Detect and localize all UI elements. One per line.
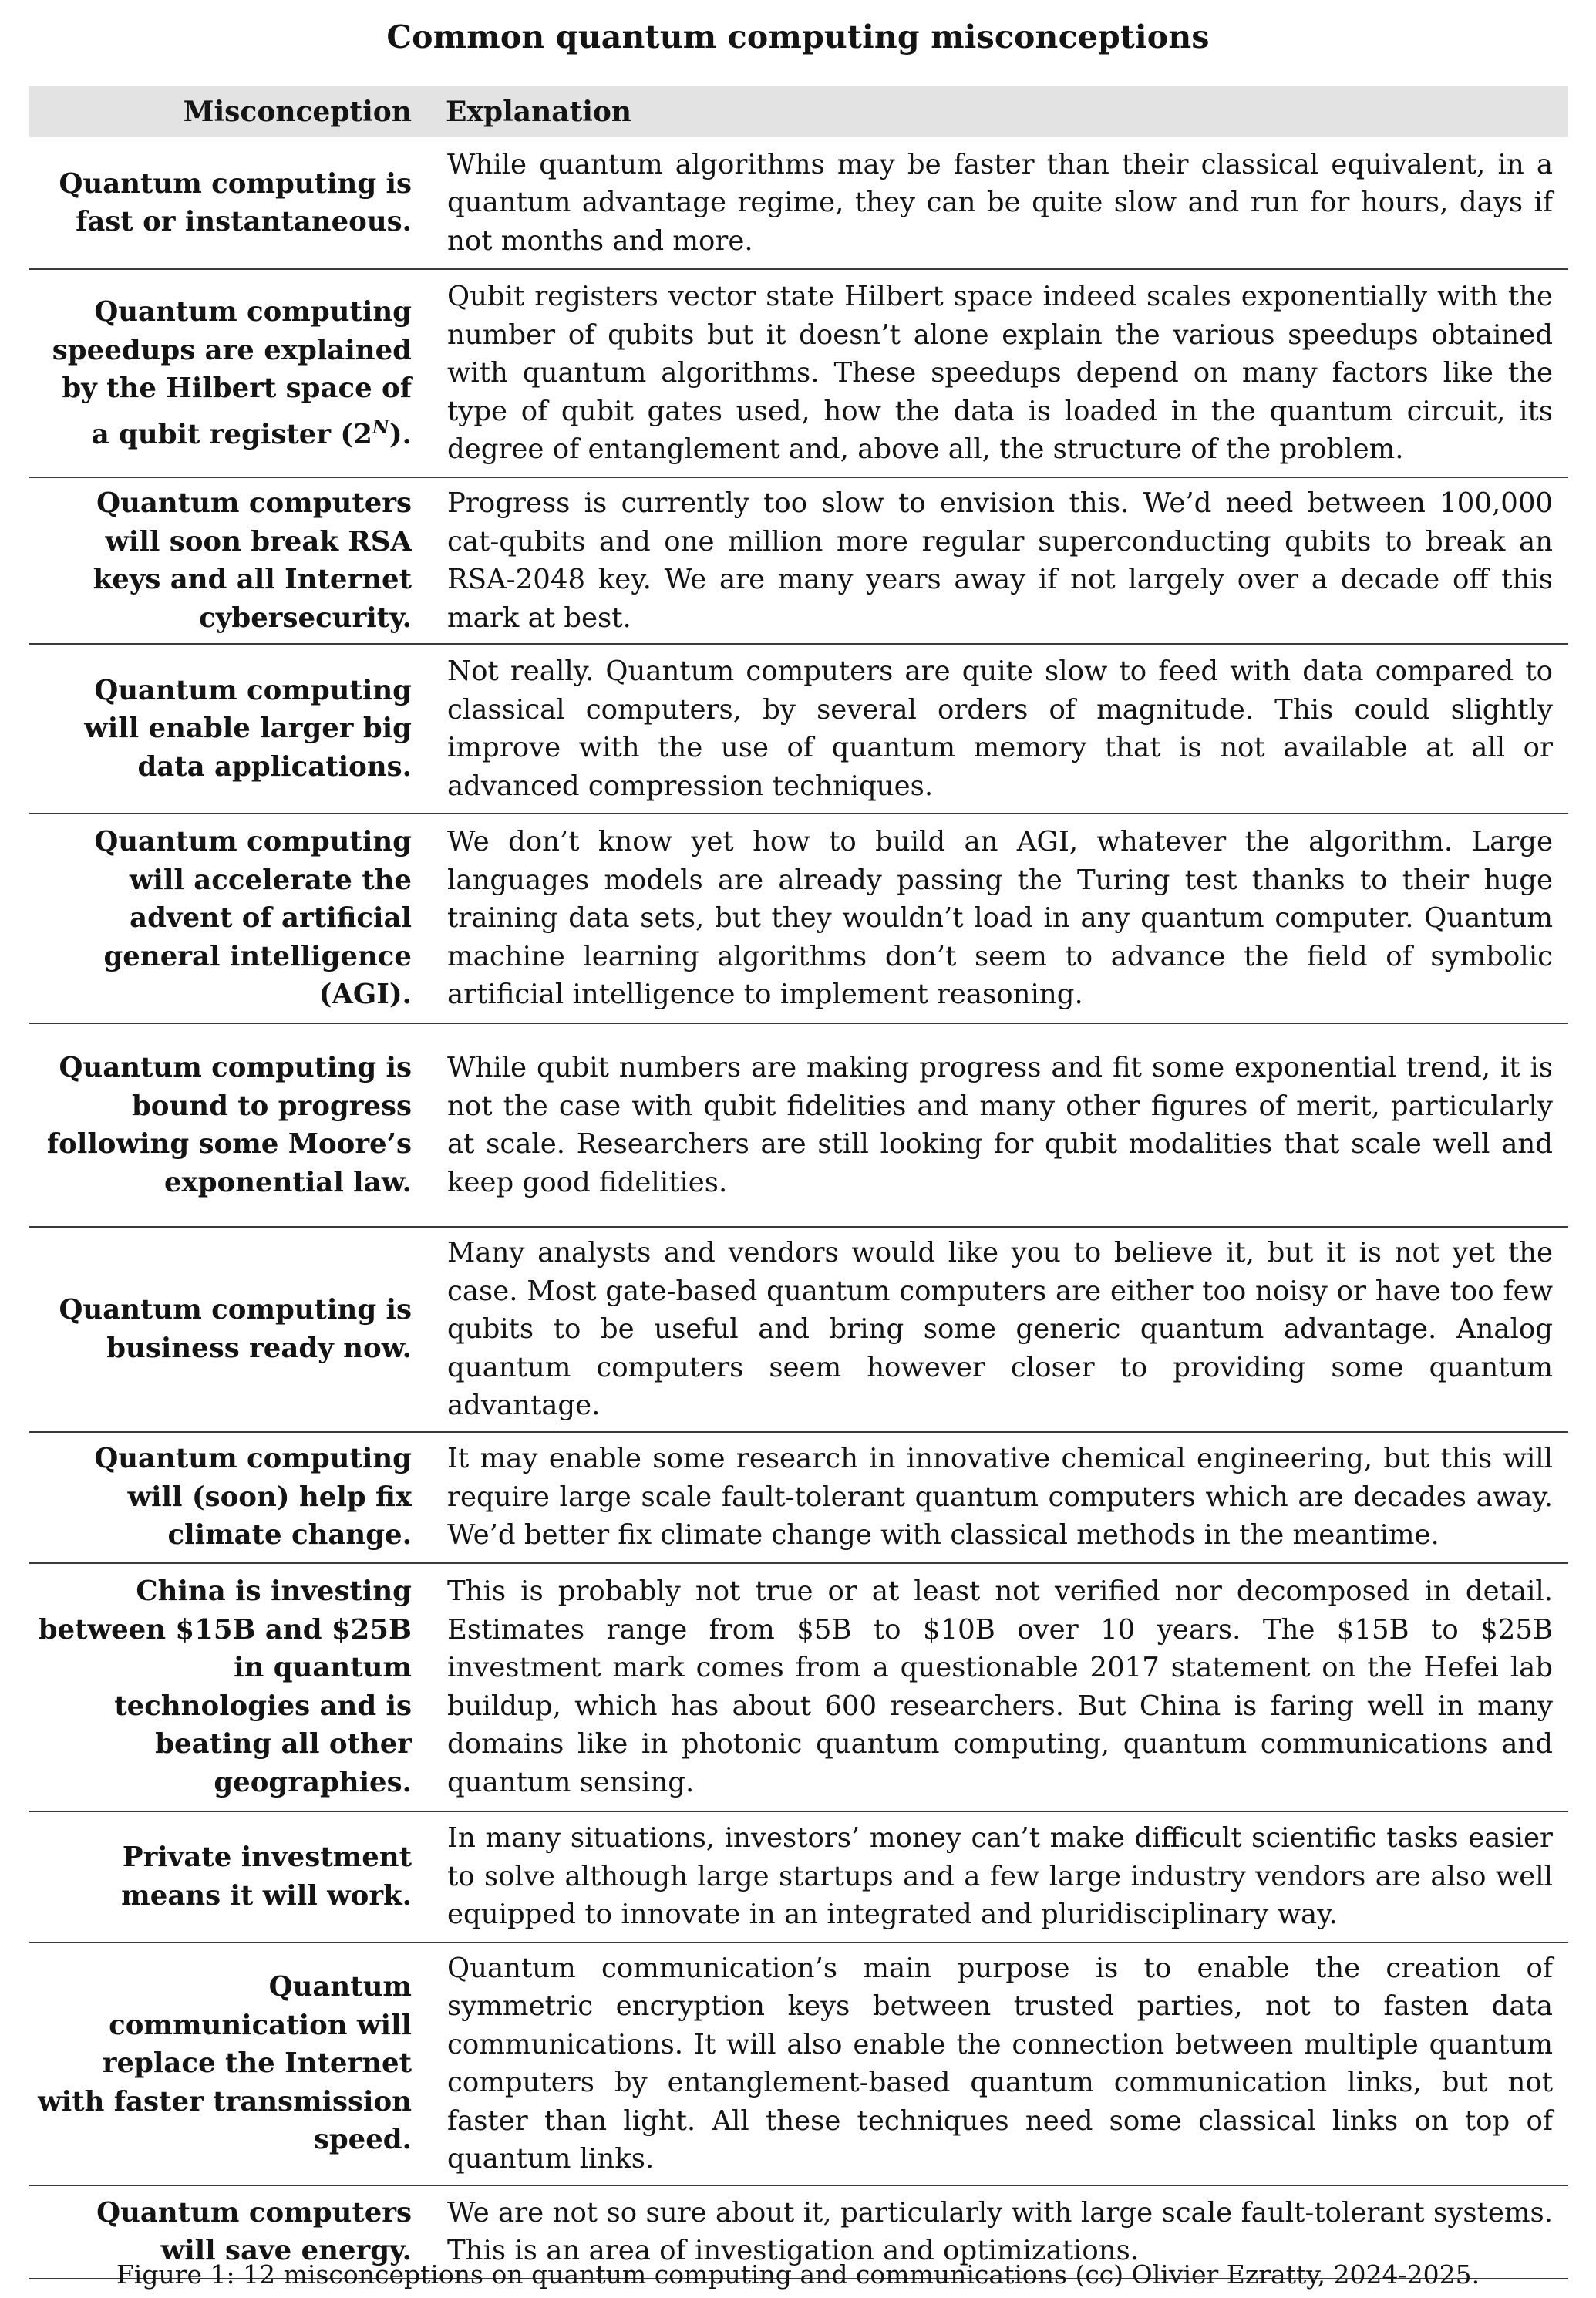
- table-row: [29, 1943, 1568, 2185]
- misconception-cell: Quantum computers will soon break RSA keys and all Internet cybersecurity.: [93, 487, 412, 634]
- explanation-cell: We are not so sure about it, particularly with large scale fault-tolerant systems. This is an area of investigation and optimizations.: [447, 2196, 1553, 2266]
- table-row: [29, 814, 1568, 1023]
- misconception-cell: [29, 269, 430, 477]
- explanation-cell: Qubit registers vector state Hilbert space indeed scales exponentially with the number of qubits but it doesn’t alone explain the various speedups obtained with quantum algorithms. These speedups depend on many factors like the type of qubit gates used, how the data is loaded in the quantum circuit, its degree of entanglement and, above all, the structure of the problem.: [447, 281, 1553, 466]
- misconception-cell: Private investment means it will work.: [121, 1841, 412, 1912]
- explanation-cell: Not really. Quantum computers are quite slow to feed with data compared to classical computers, by several orders of magnitude. This could slightly improve with the use of quantum memory that is not available at all or advanced compression techniques.: [447, 655, 1553, 802]
- misconception-cell: Quantum communication will replace the Internet with faster transmission speed.: [38, 1971, 412, 2156]
- misconception-text: Quantum computing speedups are explained by the Hilbert space of a qubit register (2: [52, 296, 412, 450]
- misconception-cell: China is investing between $15B and $25B in quantum technologies and is beating all other geographies.: [38, 1575, 412, 1798]
- explanation-cell: While qubit numbers are making progress and fit some exponential trend, it is not the case with qubit fidelities and many other figures of merit, particularly at scale. Researchers are still looking for qubit modalities that scale well and keep good fidelities.: [447, 1052, 1553, 1198]
- table-row: [29, 1023, 1568, 1227]
- misconception-cell: Quantum computing is fast or instantaneous.: [59, 167, 412, 238]
- table-title: Common quantum computing misconceptions: [386, 19, 1210, 56]
- column-header-explanation: Explanation: [446, 96, 632, 128]
- table-row: [29, 269, 1568, 477]
- explanation-cell: Many analysts and vendors would like you to believe it, but it is not yet the case. Most gate-based quantum computers are either too noisy or have too few qubits to be useful and bring some generic quantum advantage. Analog quantum computers seem however closer to providing some quantum advantage.: [447, 1237, 1553, 1421]
- table-row: [29, 1432, 1568, 1563]
- misconception-text-end: ).: [389, 418, 412, 450]
- column-header-misconception: Misconception: [183, 96, 412, 128]
- explanation-cell: Quantum communication’s main purpose is to enable the creation of symmetric encryption keys between trusted parties, not to fasten data communications. It will also enable the connection between multiple quantum computers by entanglement-based quantum communication links, but not faster than light. All these techniques need some classical links on top of quantum links.: [447, 1952, 1553, 2175]
- table-row: [29, 137, 1568, 269]
- superscript-n: N: [372, 415, 389, 438]
- explanation-cell: It may enable some research in innovative chemical engineering, but this will require large scale fault-tolerant quantum computers which are decades away. We’d better fix climate change with classical methods in the meantime.: [447, 1443, 1553, 1552]
- figure-caption: Figure 1: 12 misconceptions on quantum computing and communications (cc) Olivier Ezratty, 2024-2025.: [116, 2259, 1480, 2290]
- explanation-cell: This is probably not true or at least not verified nor decomposed in detail. Estimates range from $5B to $10B over 10 years. The $15B to $25B investment mark comes from a questionable 2017 statement on the Hefei lab buildup, which has about 600 researchers. But China is faring well in many domains like in photonic quantum computing, quantum communications and quantum sensing.: [447, 1575, 1553, 1798]
- explanation-cell: Progress is currently too slow to envision this. We’d need between 100,000 cat-qubits and one million more regular superconducting qubits to break an RSA-2048 key. We are many years away if not largely over a decade off this mark at best.: [447, 487, 1553, 634]
- misconception-cell: Quantum computing will enable larger big data applications.: [84, 674, 412, 783]
- table-header-row: [29, 86, 1568, 137]
- table-row: [29, 644, 1568, 814]
- explanation-cell: While quantum algorithms may be faster than their classical equivalent, in a quantum advantage regime, they can be quite slow and run for hours, days if not months and more.: [447, 148, 1553, 257]
- misconception-cell: Quantum computing is bound to progress following some Moore’s exponential law.: [46, 1052, 412, 1198]
- misconceptions-table: [29, 86, 1568, 2279]
- table-row: [29, 1563, 1568, 1811]
- table-row: [29, 1227, 1568, 1432]
- misconception-cell: Quantum computing will (soon) help fix climate change.: [94, 1443, 412, 1552]
- explanation-cell: We don’t know yet how to build an AGI, whatever the algorithm. Large languages models are already passing the Turing test thanks to their huge training data sets, but they wouldn’t load in any quantum computer. Quantum machine learning algorithms don’t seem to advance the field of symbolic artificial intelligence to implement reasoning.: [447, 826, 1553, 1011]
- table-row: [29, 477, 1568, 644]
- explanation-cell: In many situations, investors’ money can’t make difficult scientific tasks easier to solve although large startups and a few large industry vendors are also well equipped to innovate in an integrated and pluridisciplinary way.: [447, 1822, 1553, 1931]
- table-row: [29, 1811, 1568, 1943]
- misconception-cell: Quantum computing will accelerate the advent of artificial general intelligence (AGI).: [94, 826, 412, 1011]
- misconception-cell: Quantum computers will save energy.: [96, 2196, 412, 2266]
- misconception-cell: Quantum computing is business ready now.: [59, 1294, 412, 1364]
